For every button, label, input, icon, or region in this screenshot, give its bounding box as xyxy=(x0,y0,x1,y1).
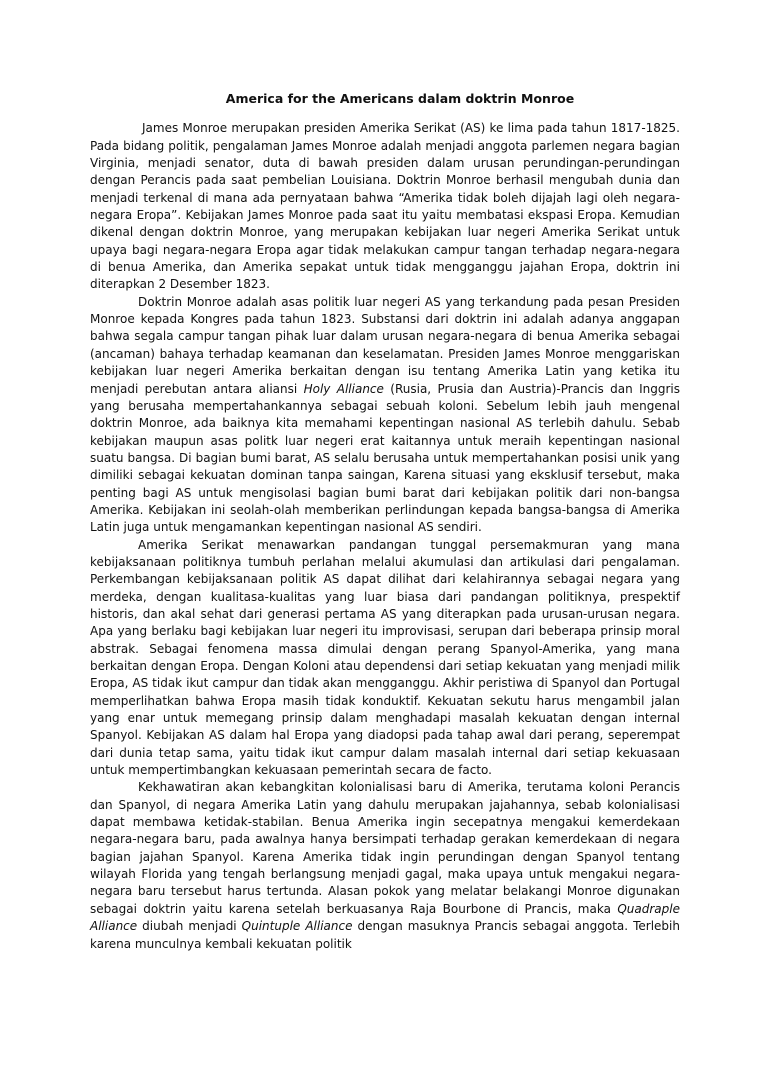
paragraph-text: dengan masuknya Prancis sebagai anggota. Terlebih karena munculnya kembali kekuatan politik xyxy=(90,919,680,951)
paragraph xyxy=(90,537,680,780)
paragraph-text: (Rusia, Prusia dan Austria)-Prancis dan Inggris yang berusaha mempertahankannya sebagai sebuah koloni. Sebelum lebih jauh mengenal doktrin Monroe, ada baiknya kita memahami kepentingan nasional AS terlebih dahulu. Sebab kebijakan maupun asas politk luar negeri erat kaitannya untuk meraih kepentingan nasional suatu bangsa. Di bagian bumi barat, AS selalu berusaha untuk mempertahankan posisi unik yang dimiliki sebagai kekuatan dominan tanpa saingan, Karena situasi yang eksklusif tersebut, maka penting bagi AS untuk mengisolasi bagian bumi barat dari kebijakan politik dari non-bangsa Amerika. Kebijakan ini seolah-olah memberikan perlindungan kepada bangsa-bangsa di Amerika Latin juga untuk mengamankan kepentingan nasional AS sendiri. xyxy=(90,381,681,535)
paragraph-text: James Monroe merupakan presiden Amerika Serikat (AS) ke lima pada tahun 1817-1825. Pada bidang politik, pengalaman James Monroe adalah menjadi anggota parlemen negara bagian Virginia, menjadi senator, duta di bawah presiden dalam urusan perundingan-perundingan dengan Perancis pada saat pembelian Louisiana. Doktrin Monroe berhasil mengubah dunia dan menjadi terkenal di mana ada pernyataan bahwa “Amerika tidak boleh dijajah lagi oleh negara-negara Eropa”. Kebijakan James Monroe pada saat itu yaitu membatasi ekspasi Eropa. Kemudian dikenal dengan doktrin Monroe, yang merupakan kebijakan luar negeri Amerika Serikat untuk upaya bagi negara-negara Eropa agar tidak melakukan campur tangan terhadap negara-negara di benua Amerika, dan Amerika sepakat untuk tidak mengganggu jajahan Eropa, doktrin ini diterapkan 2 Desember 1823. xyxy=(90,121,680,292)
paragraph-text: Amerika Serikat menawarkan pandangan tunggal persemakmuran yang mana kebijaksanaan politiknya tumbuh perlahan melalui akumulasi dan artikulasi dari pengalaman. Perkembangan kebijaksanaan politik AS dapat dilihat dari kelahirannya sebagai negara yang merdeka, dengan kualitasa-kualitas yang luar biasa dari pandangan politiknya, prespektif historis, dan akal sehat dari generasi pertama AS yang diterapkan pada urusan-urusan negara. Apa yang berlaku bagi kebijakan luar negeri itu improvisasi, serupan dari beberapa prinsip moral abstrak. Sebagai fenomena massa dimulai dengan perang Spanyol-Amerika, yang mana berkaitan dengan Eropa. Dengan Koloni atau dependensi dari setiap kekuatan yang menjadi milik Eropa, AS tidak ikut campur dan tidak akan mengganggu. Akhir peristiwa di Spanyol dan Portugal memperlihatkan bahwa Eropa masih tidak konduktif. Kekuatan sekutu harus mengambil jalan yang enar untuk memegang prinsip dalam menghadapi masalah kekuatan dengan internal Spanyol. Kebijakan AS dalam hal Eropa yang diadopsi pada tahap awal dari perang, seperempat dari dunia tetap sama, yaitu tidak ikut campur dalam masalah internal dari setiap kekuasaan untuk mempertimbangkan kekuasaan pemerintah secara de facto. xyxy=(90,537,680,778)
italic-term: Quintuple Alliance xyxy=(241,919,353,934)
paragraph-text: Kekhawatiran akan kebangkitan kolonialisasi baru di Amerika, terutama koloni Perancis dan Spanyol, di negara Amerika Latin yang dahulu merupakan jajahannya, sebab kolonialisasi dapat membawa ketidak-stabilan. Benua Amerika ingin secepatnya mengakui kemerdekaan negara-negara baru, pada awalnya hanya bersimpati terhadap gerakan kemerdekaan di negara bagian jajahan Spanyol. Karena Amerika tidak ingin perundingan dengan Spanyol tentang wilayah Florida yang tengah berlangsung menjadi gagal, maka upaya untuk mengakui negara-negara baru tersebut harus tertunda. Alasan pokok yang melatar belakangi Monroe digunakan sebagai doktrin yaitu karena setelah berkuasanya Raja Bourbone di Prancis, maka xyxy=(90,780,680,916)
paragraph xyxy=(90,294,680,537)
paragraph xyxy=(90,120,680,293)
paragraph xyxy=(90,779,680,952)
document-title: America for the Americans dalam doktrin Monroe xyxy=(225,91,575,106)
paragraph-text: Doktrin Monroe adalah asas politik luar negeri AS yang terkandung pada pesan Presiden Monroe kepada Kongres pada tahun 1823. Substansi dari doktrin ini adalah adanya anggapan bahwa segala campur tangan pihak luar dalam urusan negara-negara di benua Amerika sebagai (ancaman) bahaya terhadap keamanan dan keselamatan. Presiden James Monroe menggariskan kebijakan luar negeri Amerika berkaitan dengan isu tentang Amerika Latin yang ketika itu menjadi perebutan antara aliansi xyxy=(90,294,680,396)
paragraph-text: diubah menjadi xyxy=(137,919,242,934)
document-body xyxy=(90,90,680,953)
italic-term: Holy Alliance xyxy=(303,381,384,396)
italic-term: Quadraple Alliance xyxy=(90,901,680,934)
